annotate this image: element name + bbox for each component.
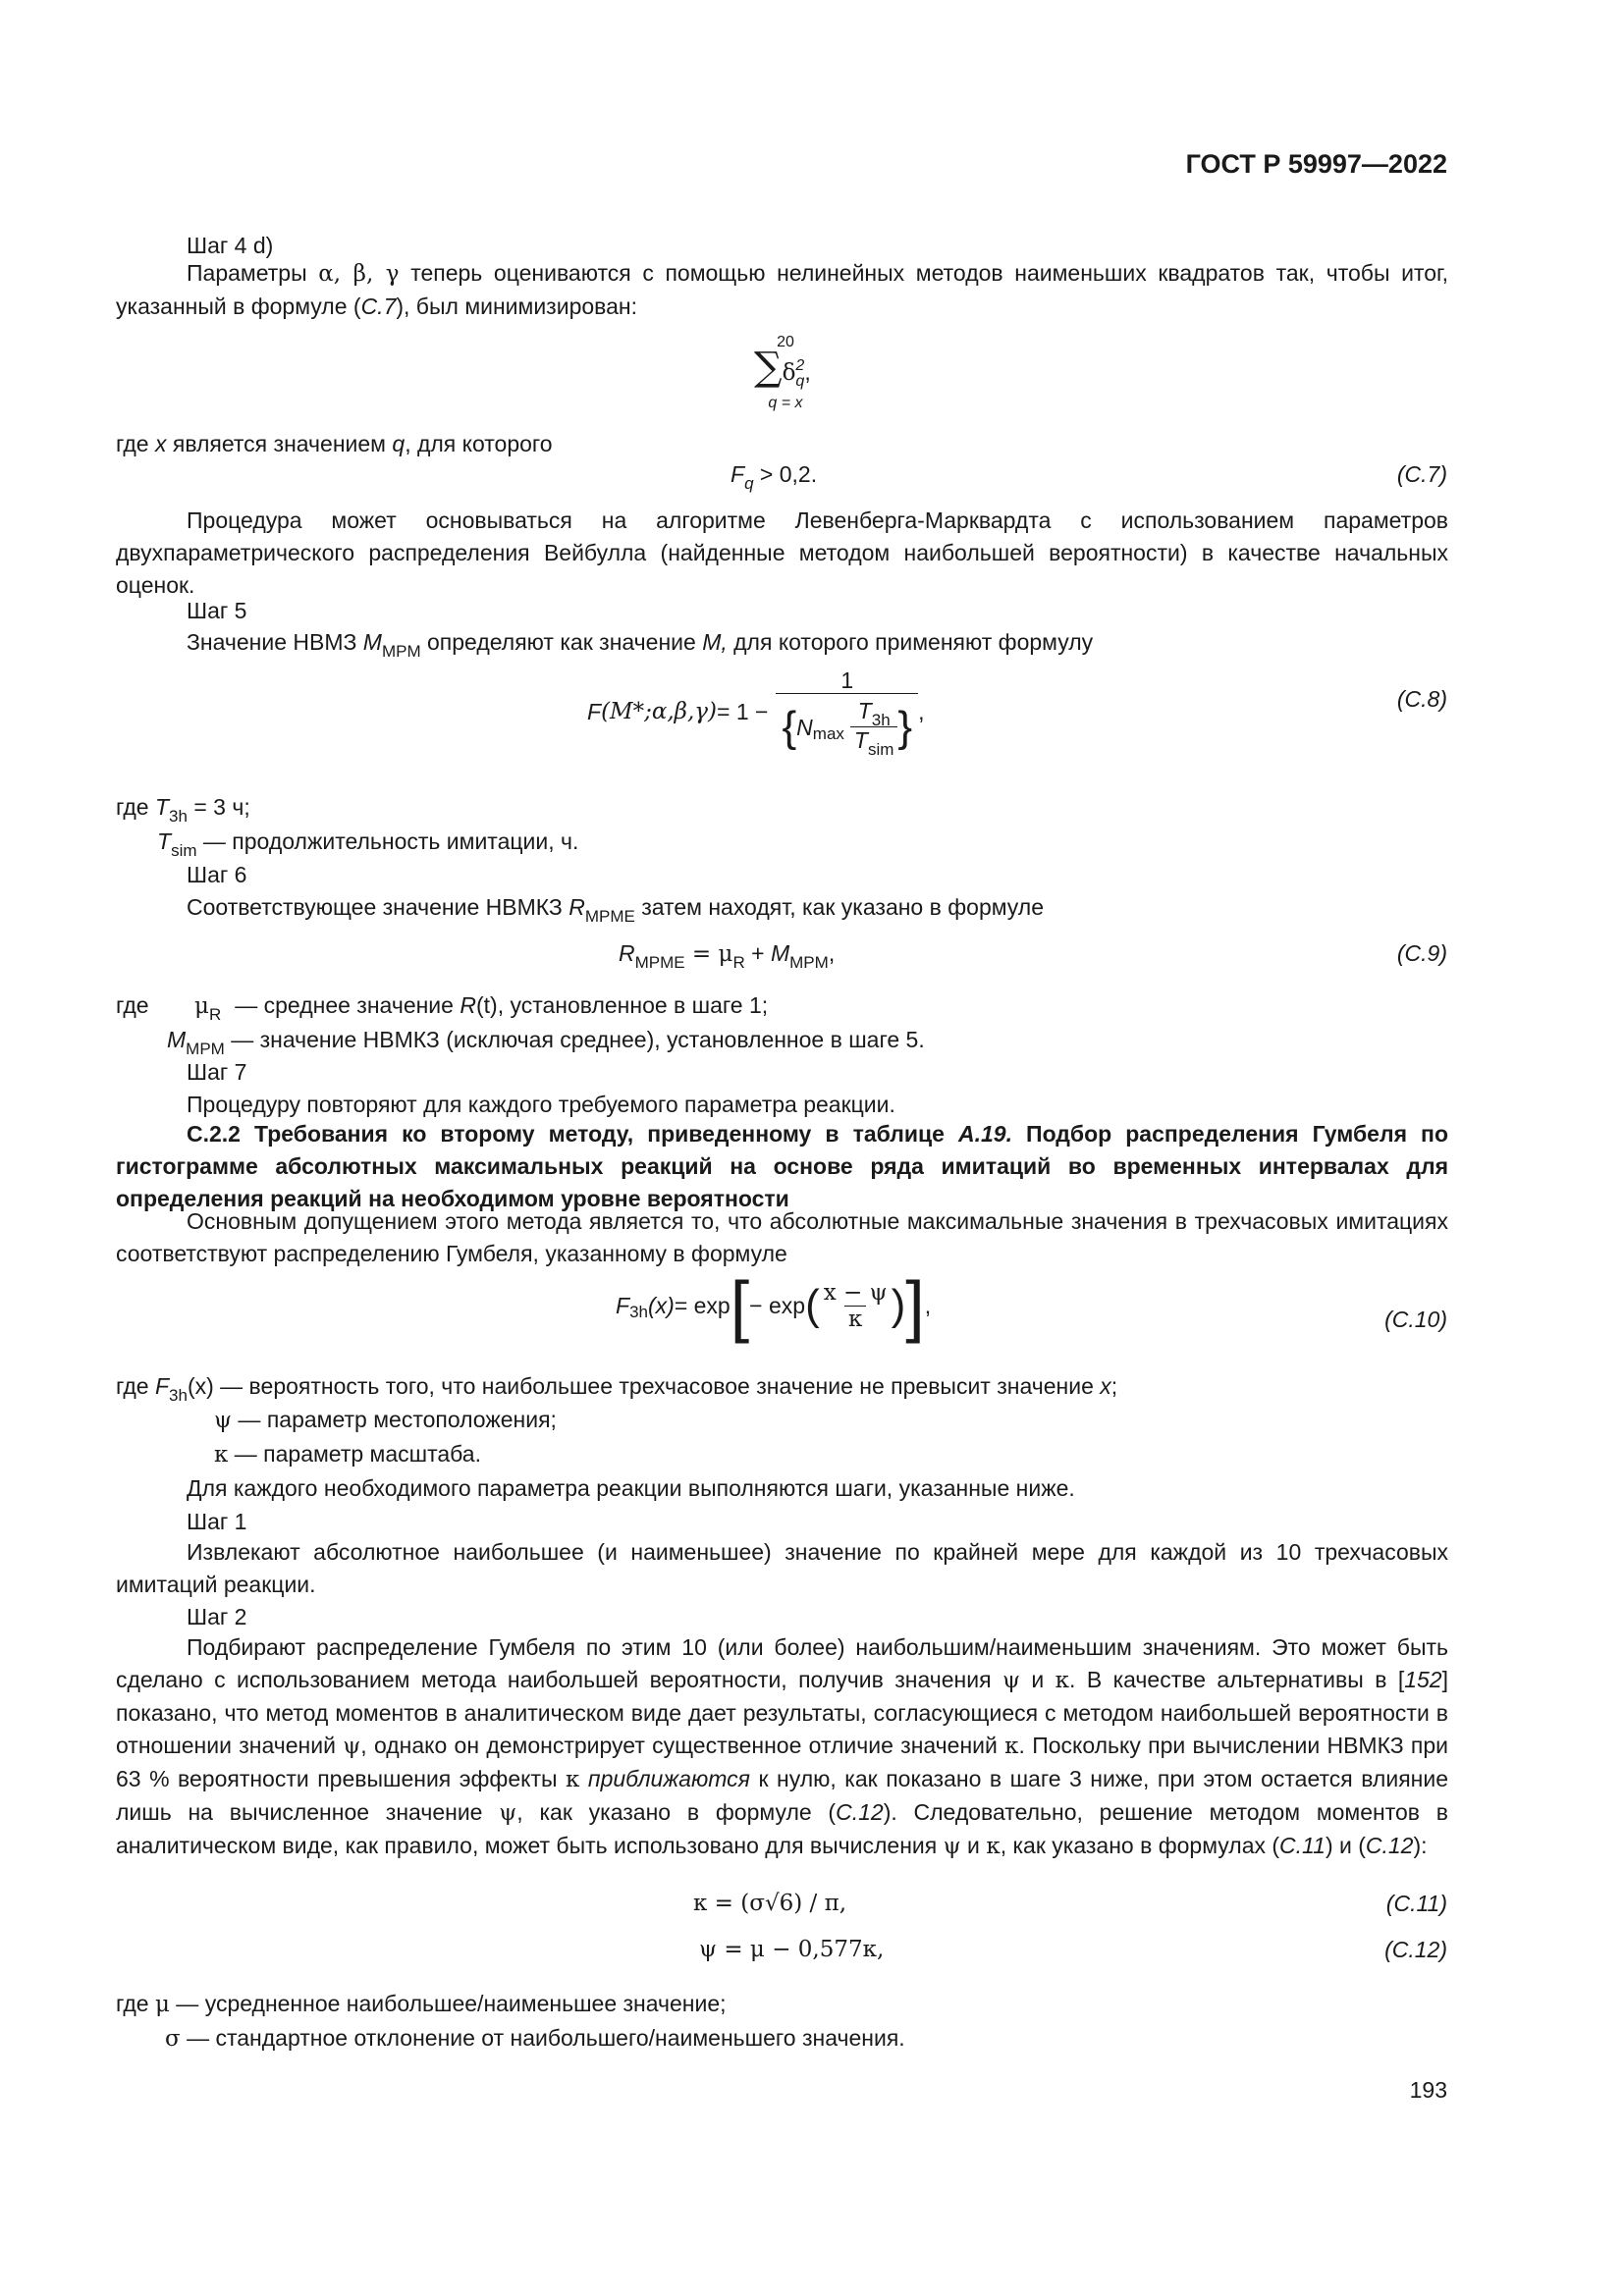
- step-5-title: Шаг 5: [187, 598, 247, 623]
- formula-c10-number: (С.10): [1384, 1307, 1447, 1332]
- step-7-text: Процедуру повторяют для каждого требуемого параметра реакции.: [187, 1092, 895, 1117]
- document-header: ГОСТ Р 59997—2022: [1185, 149, 1447, 179]
- where-t3h-line: где $T_{3h} = 3$ ч;: [116, 794, 250, 826]
- step-4d-paragraph: Параметры α, β, γ теперь оцениваются с помощью нелинейных методов наименьших квадратов так, чтобы итог, указанный в формуле (С.7), был минимизирован:: [116, 260, 1448, 319]
- where-x-line: где x является значением q, для которого: [116, 431, 553, 456]
- step-7-title: Шаг 7: [187, 1059, 247, 1085]
- step-6-intro: Соответствующее значение НВМКЗ $R_{MPME}$ затем находят, как указано в формуле: [187, 894, 1045, 926]
- formula-c12-number: (С.12): [1384, 1937, 1447, 1962]
- formula-c8-number: (С.8): [1396, 686, 1447, 712]
- step-4d-title: Шаг 4 d): [187, 233, 274, 258]
- section-c22-paragraph: Основным допущением этого метода является то, что абсолютные максимальные значения в трехчасовых имитациях соответствуют распределению Гумбеля, указанному в формуле: [116, 1208, 1448, 1266]
- sum-upper-limit: 20: [777, 334, 794, 350]
- formula-c8: F (M*;α,β,γ) = 1 − 1 { N max $\frac{T_{3h}}{T_{sim}}$ } ,: [587, 667, 925, 759]
- step-5-intro: Значение НВМЗ $M_{MPM}$ определяют как значение M, для которого применяют формулу: [187, 629, 1094, 661]
- steps-intro: Для каждого необходимого параметра реакции выполняются шаги, указанные ниже.: [187, 1475, 1075, 1501]
- sum-formula: ∑δ 2 q ,: [754, 345, 811, 390]
- formula-c11-number: (С.11): [1385, 1891, 1447, 1916]
- formula-c7-number: (С.7): [1396, 461, 1447, 487]
- gumbel-step-2-text: Подбирают распределение Гумбеля по этим 10 (или более) наибольшим/наименьшим значениям. Это может быть сделано с использованием метода наибольшей вероятности, получив значения ψ и κ. В качестве альтернативы в [152] показано, что метод моментов в аналитическом виде дает результаты, согласующиеся с методом наибольшей вероятности в отношении значений ψ, однако он демонстрирует существенное отличие значений κ. Поскольку при вычислении НВМКЗ при 63 % вероятности превышения эффекты κ приближаются к нулю, как показано в шаге 3 ниже, при этом остается влияние лишь на вычисленное значение ψ, как указано в формуле (С.12). Следовательно, решение методом моментов в аналитическом виде, как правило, может быть использовано для вычисления ψ и κ, как указано в формулах (С.11) и (С.12):: [116, 1634, 1449, 1859]
- where-mu-line: $\mu_R$ — среднее значение R(t), установленное в шаге 1;: [194, 992, 769, 1024]
- where-sigma-line: σ — стандартное отклонение от наибольшего/наименьшего значения.: [165, 2025, 905, 2052]
- step-6-title: Шаг 6: [187, 862, 247, 887]
- formula-c9: $R_{MPME} = \mu_R + M_{MPM}$,: [619, 940, 836, 972]
- procedure-paragraph: Процедура может основываться на алгоритме Левенберга-Марквардта с использованием параметров двухпараметрического распределения Вейбулла (найденные методом наибольшей вероятности) в качестве начальных оценок.: [116, 507, 1448, 598]
- gumbel-step-1-text: Извлекают абсолютное наибольшее (и наименьшее) значение по крайней мере для каждой из 10 трехчасовых имитаций реакции.: [116, 1539, 1448, 1597]
- where-mu-mean-line: где μ — усредненное наибольшее/наименьшее значение;: [116, 1991, 727, 2017]
- sum-lower-limit: q = x: [768, 395, 803, 411]
- gumbel-step-2-title: Шаг 2: [187, 1604, 247, 1629]
- formula-c9-number: (С.9): [1396, 940, 1447, 966]
- where-psi-line: ψ — параметр местоположения;: [214, 1407, 557, 1433]
- gumbel-step-1-title: Шаг 1: [187, 1509, 247, 1534]
- where-mu-label: где: [116, 992, 149, 1018]
- where-f3h-line: где $F_{3h}(x)$ — вероятность того, что наибольшее трехчасовое значение не превысит значение x;: [116, 1373, 1118, 1405]
- formula-c11: κ = (σ√6) / π,: [693, 1891, 847, 1916]
- formula-c10: F 3h (x) = exp [ − exp ( $\frac{x - \psi}{\kappa}$ ) ] ,: [616, 1267, 932, 1344]
- where-kappa-line: κ — параметр масштаба.: [214, 1441, 481, 1468]
- section-c22-heading: С.2.2 Требования ко второму методу, приведенному в таблице А.19. Подбор распределения Гумбеля по гистограмме абсолютных максимальных реакций на основе ряда имитаций во временных интервалах для определения реакций на необходимом уровне вероятности: [116, 1121, 1448, 1211]
- where-tsim-line: $T_{sim}$ — продолжительность имитации, ч.: [157, 828, 579, 860]
- formula-c7: $F_q > 0,2$.: [731, 461, 818, 493]
- where-mpm-line: $M_{MPM}$ — значение НВМКЗ (исключая среднее), установленное в шаге 5.: [167, 1027, 925, 1058]
- page-number: 193: [1409, 2077, 1447, 2103]
- formula-c12: ψ = μ − 0,577κ,: [699, 1937, 885, 1962]
